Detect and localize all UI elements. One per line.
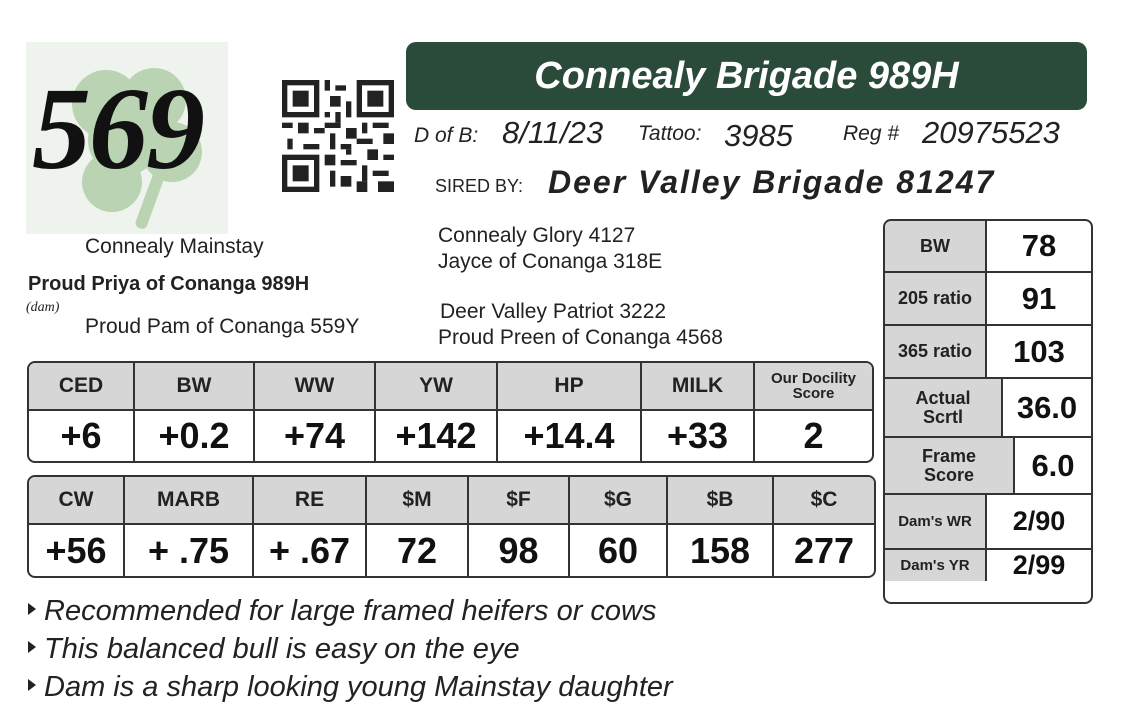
dam-sire-dam: Proud Preen of Conanga 4568 [438, 326, 723, 349]
bull-name-title: Connealy Brigade 989H [534, 55, 959, 97]
tattoo-value: 3985 [724, 118, 793, 153]
epd-header-f: $F [469, 477, 570, 523]
tattoo-label: Tattoo: [638, 122, 702, 145]
epd-value-yw: +142 [376, 411, 498, 461]
epd-value-milk: +33 [642, 411, 755, 461]
bullet-arrow-icon [28, 641, 36, 653]
perf-row [885, 379, 1091, 438]
perf-label-365: 365 ratio [885, 326, 987, 377]
bullet-arrow-icon [28, 603, 36, 615]
epd-value-re: + .67 [254, 525, 367, 576]
note-item: Recommended for large framed heifers or cows [28, 595, 656, 628]
perf-label-scrotal: Actual Scrtl [885, 379, 1003, 436]
sire-dam: Jayce of Conanga 318E [438, 250, 663, 273]
perf-value-bw: 78 [1021, 228, 1057, 263]
epd-header-ww: WW [255, 363, 376, 409]
perf-value-365: 103 [1013, 333, 1065, 369]
epd-header-m: $M [367, 477, 469, 523]
epd-value-bw: +0.2 [135, 411, 255, 461]
sired-by-label: SIRED BY: [435, 176, 524, 196]
epd-value-ced: +6 [29, 411, 135, 461]
perf-row [885, 438, 1091, 495]
lot-number: 569 [32, 63, 203, 194]
epd-header-b: $B [668, 477, 774, 523]
performance-table [883, 219, 1093, 604]
reg-label: Reg # [843, 122, 900, 145]
perf-value-205: 91 [1021, 280, 1057, 316]
epd-header-c: $C [774, 477, 874, 523]
dam-sire-sire: Deer Valley Patriot 3222 [440, 300, 667, 323]
perf-label-205: 205 ratio [885, 273, 987, 324]
epd-header-ced: CED [29, 363, 135, 409]
epd-header-yw: YW [376, 363, 498, 409]
dam-dam: Proud Pam of Conanga 559Y [85, 315, 360, 338]
dam-sire: Connealy Mainstay [85, 235, 264, 258]
epd-value-ww: +74 [255, 411, 376, 461]
perf-row [885, 326, 1091, 379]
qr-code-icon [279, 80, 397, 192]
note-item: Dam is a sharp looking young Mainstay daughter [28, 671, 673, 704]
epd-value-m: 72 [367, 525, 469, 576]
perf-value-scrotal: 36.0 [1016, 389, 1078, 425]
epd-value-f: 98 [469, 525, 570, 576]
dam-tag: (dam) [26, 300, 60, 315]
perf-value-frame: 6.0 [1031, 447, 1075, 483]
epd-header-cw: CW [29, 477, 125, 523]
epd-value-cw: +56 [29, 525, 125, 576]
dob-label: D of B: [414, 124, 479, 147]
epd-value-docility: 2 [803, 415, 824, 456]
epd-header-hp: HP [498, 363, 642, 409]
sire-sire: Connealy Glory 4127 [438, 224, 636, 247]
perf-row [885, 550, 1091, 581]
epd-value-b: 158 [668, 525, 774, 576]
perf-value-dam-wr: 2/90 [1012, 506, 1066, 536]
perf-label-dam-wr: Dam's WR [885, 495, 987, 548]
perf-label-frame: Frame Score [885, 438, 1015, 493]
perf-row [885, 273, 1091, 326]
epd-table-1 [27, 361, 874, 463]
perf-label-bw: BW [885, 221, 987, 271]
perf-row [885, 495, 1091, 550]
perf-row [885, 221, 1091, 273]
epd-header-milk: MILK [642, 363, 755, 409]
perf-value-dam-yr: 2/99 [1012, 550, 1066, 580]
epd-table-2 [27, 475, 876, 578]
bullet-arrow-icon [28, 679, 36, 691]
note-item: This balanced bull is easy on the eye [28, 633, 520, 666]
epd-value-hp: +14.4 [498, 411, 642, 461]
epd-header-docility: Our Docility Score [755, 363, 872, 409]
dam-name: Proud Priya of Conanga 989H [28, 273, 310, 295]
epd-header-re: RE [254, 477, 367, 523]
epd-value-marb: + .75 [125, 525, 254, 576]
epd-header-marb: MARB [125, 477, 254, 523]
sire-name: Deer Valley Brigade 81247 [548, 164, 996, 200]
epd-header-g: $G [570, 477, 668, 523]
epd-value-c: 277 [793, 529, 855, 571]
perf-label-dam-yr: Dam's YR [885, 550, 987, 581]
epd-header-bw: BW [135, 363, 255, 409]
reg-value: 20975523 [922, 115, 1060, 150]
epd-value-g: 60 [570, 525, 668, 576]
dob-value: 8/11/23 [502, 115, 604, 150]
